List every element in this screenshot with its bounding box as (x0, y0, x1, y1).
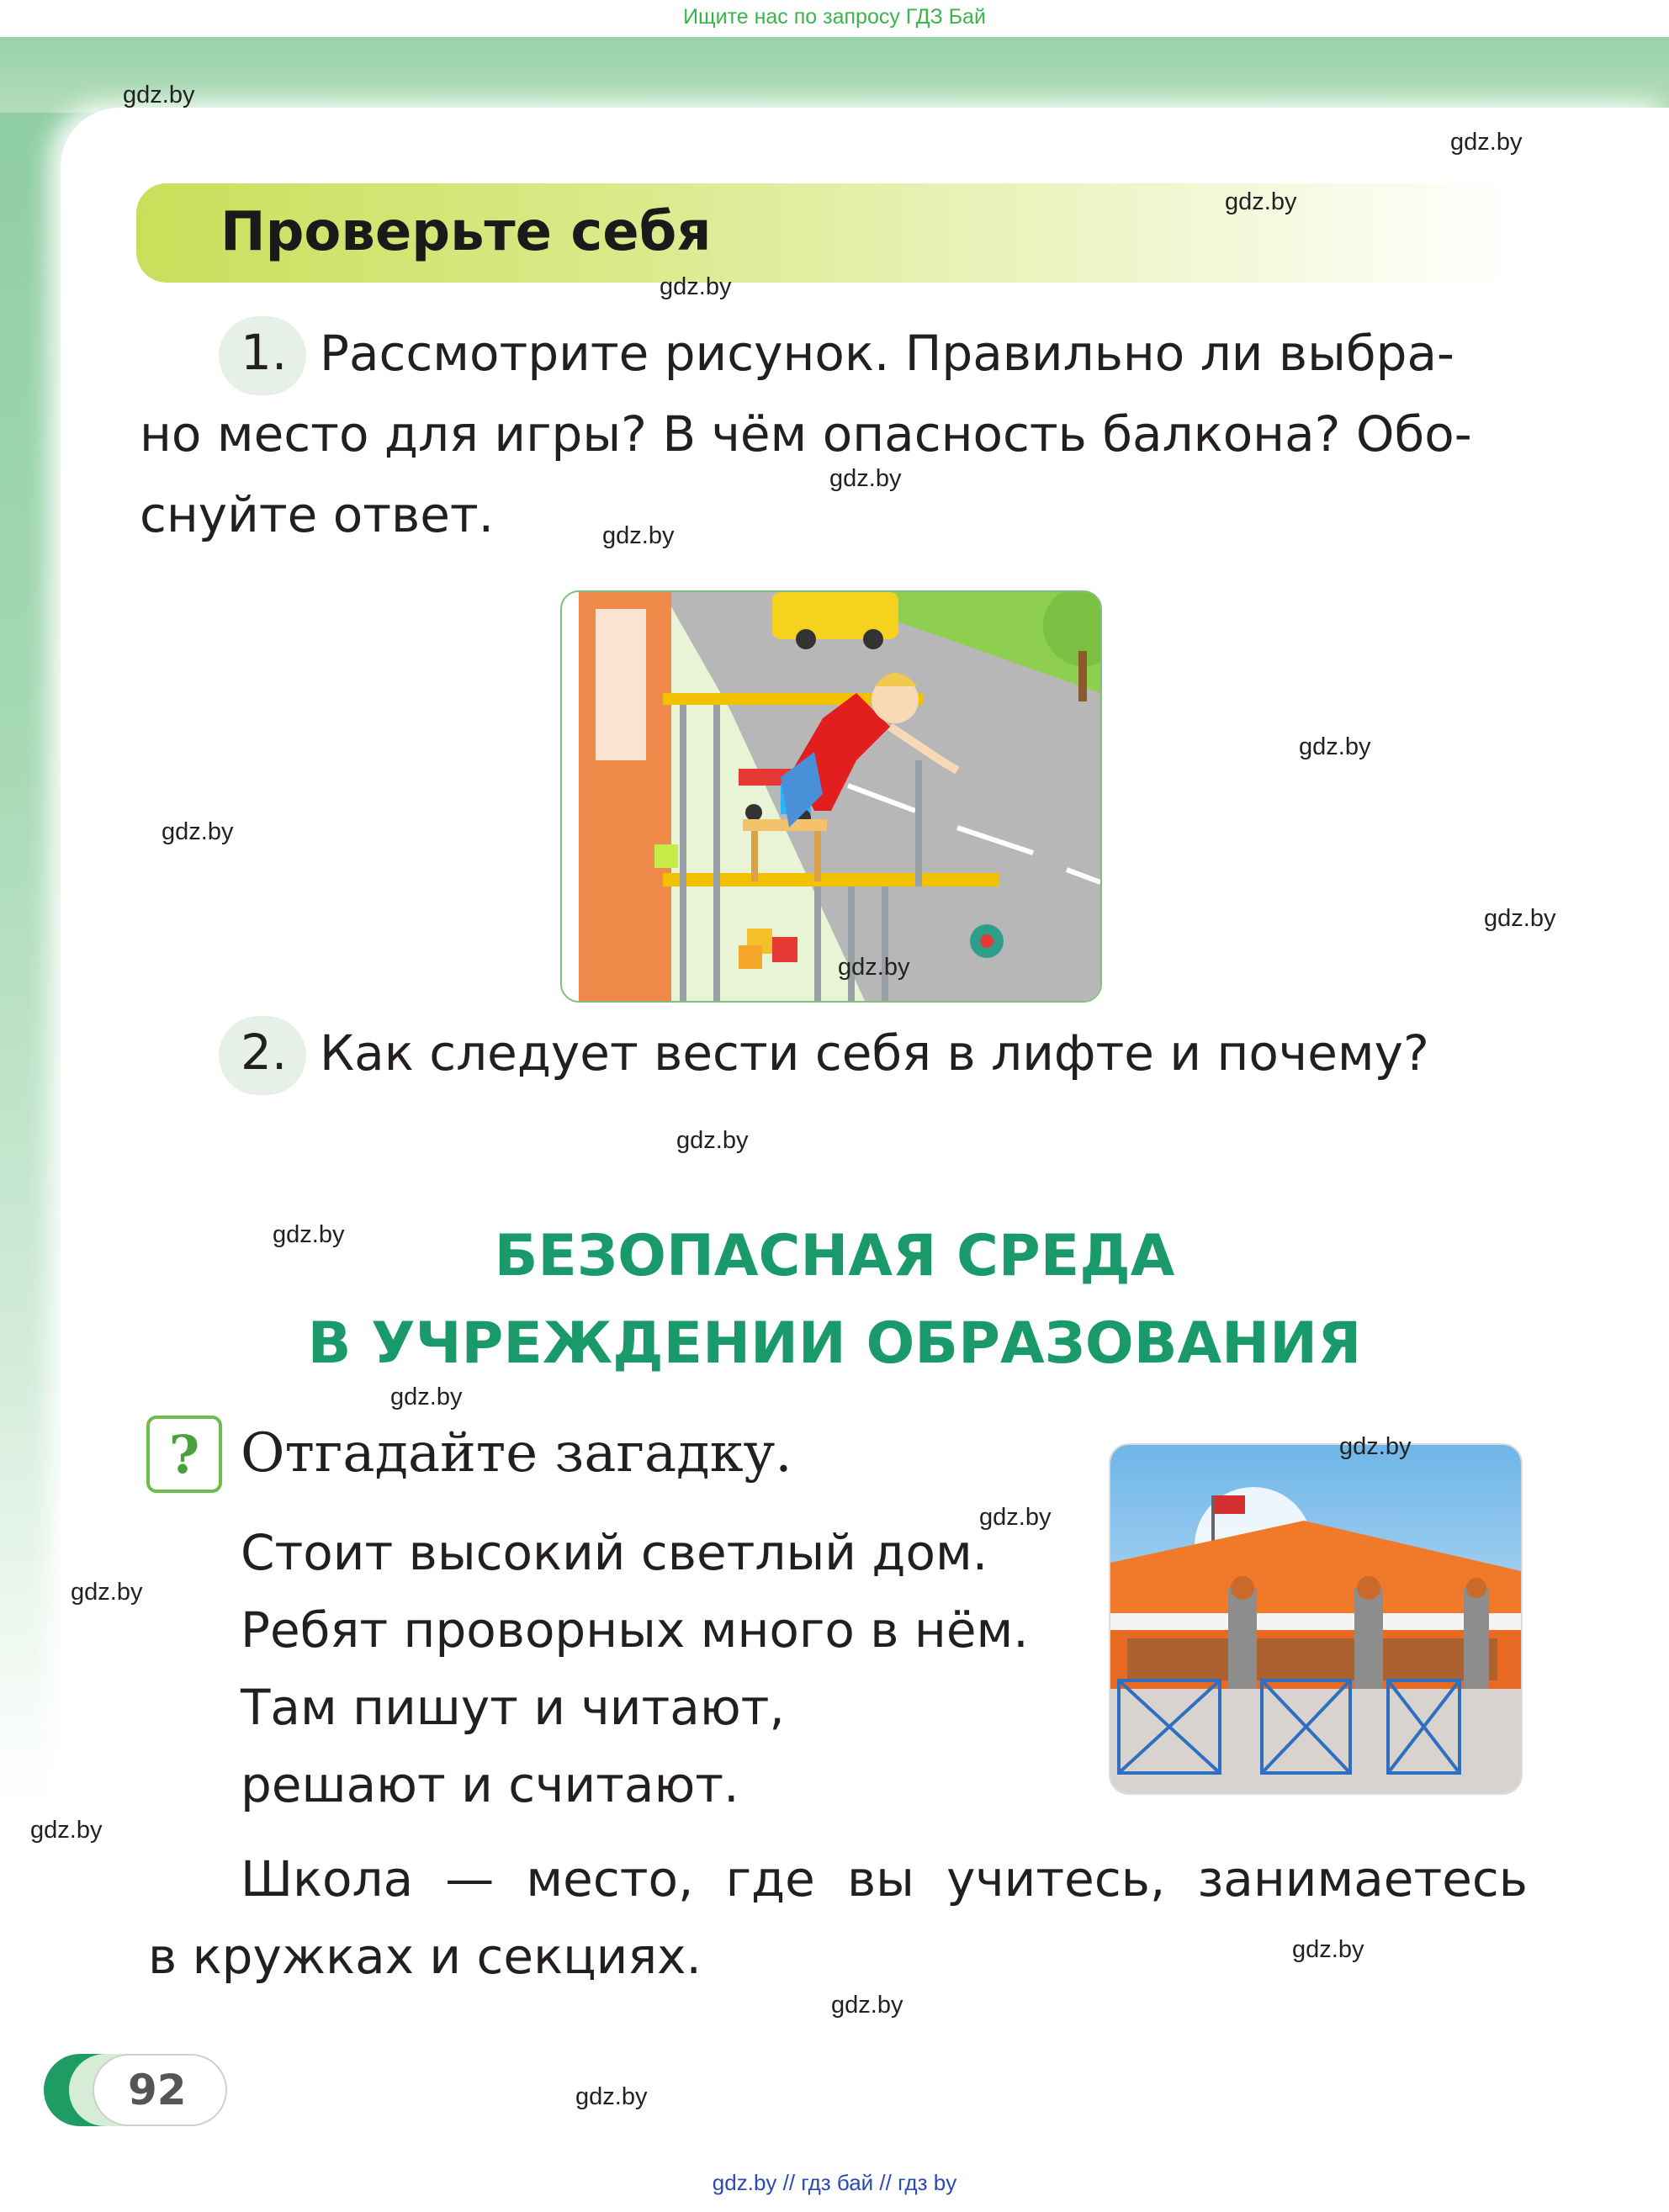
watermark: gdz.by (1450, 129, 1523, 156)
watermark: gdz.by (30, 1817, 103, 1844)
watermark: gdz.by (1292, 1936, 1364, 1963)
school-photo (1109, 1443, 1523, 1795)
question-1-line-3: снуйте ответ. (140, 486, 495, 543)
watermark: gdz.by (71, 1579, 143, 1606)
watermark: gdz.by (979, 1504, 1052, 1531)
school-building-icon (1110, 1445, 1521, 1793)
watermark: gdz.by (838, 954, 910, 981)
riddle-line-2: Ребят проворных много в нём. (241, 1601, 1029, 1659)
paragraph-word: учитесь, (946, 1850, 1166, 1908)
watermark: gdz.by (162, 818, 234, 845)
watermark: gdz.by (1339, 1433, 1412, 1460)
page-frame-top (0, 37, 1669, 113)
balcony-scene-icon (562, 592, 1100, 1001)
paragraph-word: где (725, 1850, 815, 1908)
page-number: 92 (128, 2066, 187, 2114)
watermark: gdz.by (1484, 905, 1556, 932)
question-1-line-2: но место для игры? В чём опасность балкона? Обо- (140, 405, 1472, 463)
watermark: gdz.by (660, 273, 732, 300)
paragraph-word: занимаетесь (1197, 1850, 1528, 1908)
paragraph-word: Школа (241, 1850, 414, 1908)
watermark: gdz.by (123, 82, 195, 108)
riddle-heading: Отгадайте загадку. (241, 1422, 792, 1484)
paragraph-line-2: в кружках и секциях. (148, 1928, 702, 1985)
paragraph-word: место, (526, 1850, 694, 1908)
page-number-badge (44, 2054, 227, 2126)
question-2-number: 2. (241, 1024, 288, 1081)
riddle-line-1: Стоит высокий светлый дом. (241, 1524, 988, 1581)
section-title-line-2: В УЧРЕЖДЕНИИ ОБРАЗОВАНИЯ (307, 1310, 1362, 1377)
riddle-line-4: решают и считают. (241, 1756, 739, 1813)
question-2-text: Как следует вести себя в лифте и почему? (320, 1024, 1429, 1082)
footer-links[interactable]: gdz.by // гдз бай // гдз by (712, 2170, 957, 2195)
paragraph-word: вы (846, 1850, 914, 1908)
balcony-illustration (560, 590, 1102, 1003)
watermark: gdz.by (829, 465, 902, 492)
section-title-line-1: БЕЗОПАСНАЯ СРЕДА (494, 1223, 1175, 1289)
check-section-title: Проверьте себя (220, 201, 712, 263)
watermark: gdz.by (1225, 188, 1297, 215)
question-mark-icon: ? (146, 1416, 222, 1493)
watermark: gdz.by (575, 2083, 648, 2110)
watermark: gdz.by (831, 1992, 903, 2019)
top-banner[interactable]: Ищите нас по запросу ГДЗ Бай (683, 5, 986, 29)
watermark: gdz.by (273, 1221, 345, 1248)
watermark: gdz.by (390, 1384, 463, 1410)
watermark: gdz.by (602, 522, 675, 549)
riddle-line-3: Там пишут и читают, (241, 1679, 785, 1736)
question-1-line-1: Рассмотрите рисунок. Правильно ли выбра- (320, 325, 1454, 382)
paragraph-line-1 (241, 1839, 1528, 1919)
watermark: gdz.by (1299, 733, 1371, 760)
question-1-number: 1. (241, 324, 288, 381)
watermark: gdz.by (676, 1127, 749, 1154)
paragraph-word: — (445, 1850, 495, 1908)
